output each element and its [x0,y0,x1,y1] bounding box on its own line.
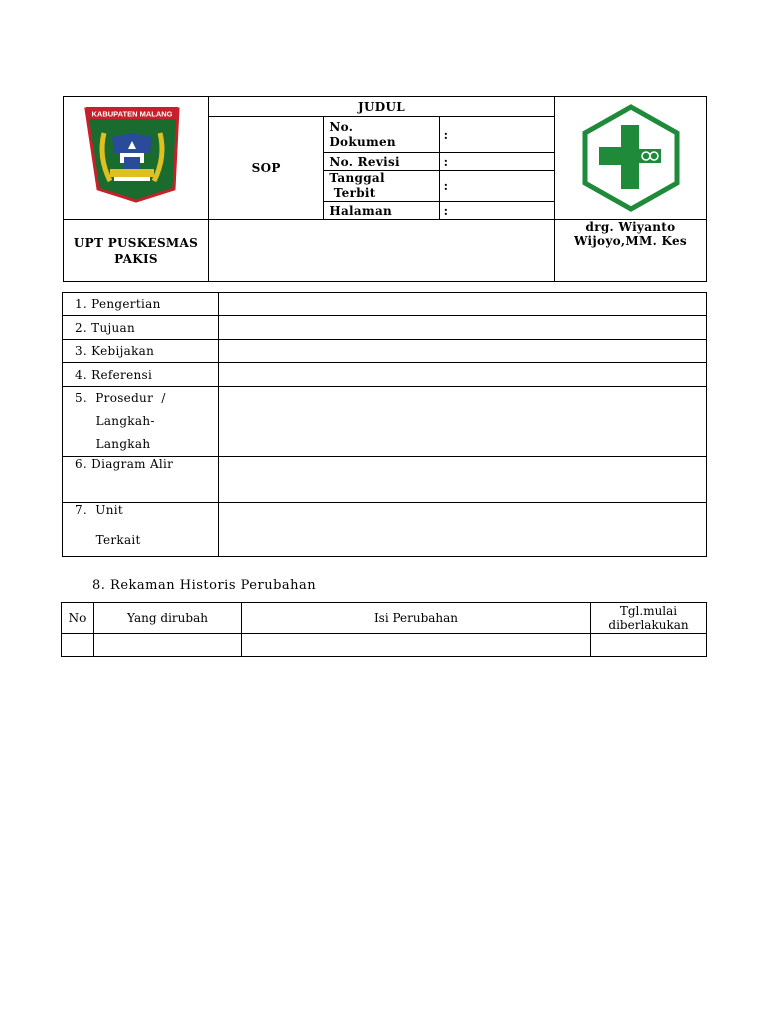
title-content-cell [209,220,555,282]
history-col-isi-perubahan: Isi Perubahan [242,603,591,634]
item-referensi-value [219,363,707,387]
kabupaten-malang-logo-cell [64,97,209,220]
history-cell [591,634,707,657]
puskesmas-logo-cell [555,97,707,220]
history-table [61,602,707,657]
sop-label: SOP [209,117,324,220]
history-title: 8. Rekaman Historis Perubahan [92,578,317,593]
item-kebijakan-value [219,340,707,363]
item-prosedur-label: 5. Prosedur / Langkah- Langkah [63,387,219,457]
history-col-no: No [62,603,94,634]
item-diagram-alir-label: 6. Diagram Alir [63,457,219,503]
no-dokumen-label: No. Dokumen [324,117,439,153]
kabupaten-malang-logo-text: KABUPATEN MALANG [91,109,173,119]
tanggal-terbit-value: : [439,171,554,202]
item-prosedur-value [219,387,707,457]
signatory: drg. Wiyanto Wijoyo,MM. Kes [555,220,707,282]
history-col-yang-dirubah: Yang dirubah [94,603,242,634]
history-col-tgl-mulai: Tgl.mulai diberlakukan [591,603,707,634]
history-cell [62,634,94,657]
kabupaten-malang-logo-icon [64,97,208,215]
halaman-label: Halaman [324,202,439,220]
item-unit-terkait-value [219,503,707,557]
item-pengertian-value [219,293,707,316]
tanggal-terbit-label: Tanggal Terbit [324,171,439,202]
no-revisi-value: : [439,153,554,171]
judul-cell: JUDUL [209,97,555,117]
history-cell [242,634,591,657]
item-diagram-alir-value [219,457,707,503]
item-tujuan-value [219,316,707,340]
sop-items-table [62,292,707,557]
history-cell [94,634,242,657]
puskesmas-logo-icon [579,97,683,215]
sop-header-table [63,96,707,282]
item-tujuan-label: 2. Tujuan [63,316,219,340]
item-pengertian-label: 1. Pengertian [63,293,219,316]
item-unit-terkait-label: 7. Unit Terkait [63,503,219,557]
no-dokumen-value: : [439,117,554,153]
halaman-value: : [439,202,554,220]
item-referensi-label: 4. Referensi [63,363,219,387]
unit-name: UPT PUSKESMAS PAKIS [64,220,209,282]
item-kebijakan-label: 3. Kebijakan [63,340,219,363]
no-revisi-label: No. Revisi [324,153,439,171]
